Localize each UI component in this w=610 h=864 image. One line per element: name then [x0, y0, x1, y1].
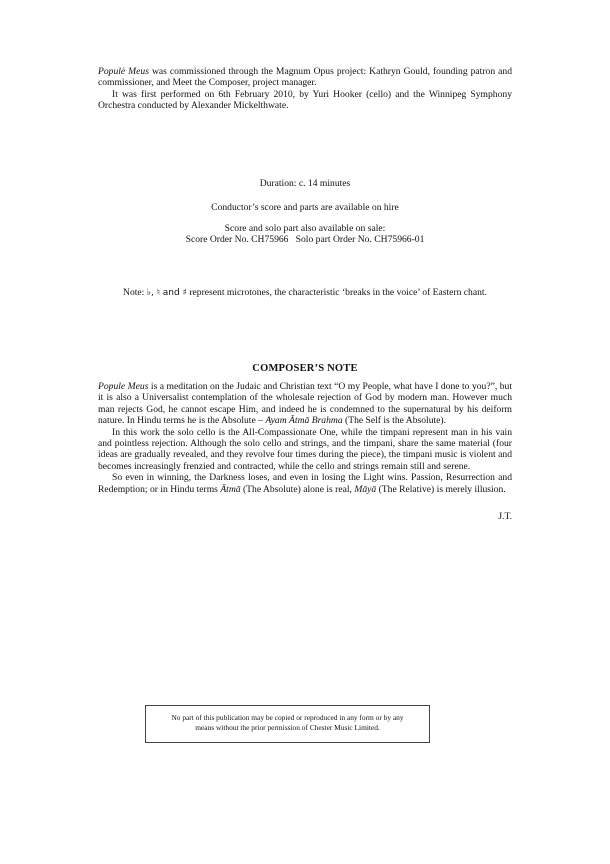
- work-title: Populė Meus: [98, 66, 149, 77]
- sale-line-2: Score Order No. CH75966 Solo part Order No. CH75966-01: [185, 234, 425, 246]
- composers-note-heading: COMPOSER’S NOTE: [252, 363, 358, 374]
- term-maya: Māyā: [354, 483, 377, 495]
- note-p3-text-b: (The Absolute) alone is real,: [240, 483, 355, 495]
- composer-signature: J.T.: [498, 511, 512, 522]
- sale-info: [60, 223, 550, 246]
- microtone-note: [60, 287, 550, 299]
- note-prefix: Note:: [123, 287, 147, 298]
- note-paragraph-1: [98, 381, 512, 427]
- duration-text: Duration: c. 14 minutes: [259, 178, 351, 189]
- term-atma: Ātmā: [220, 483, 241, 495]
- sanskrit-phrase: Ayam Ātmā Brahma: [265, 415, 343, 427]
- commission-info: [98, 66, 512, 112]
- note-p3-text-c: (The Relative) is merely illusion.: [376, 483, 506, 495]
- premiere-paragraph: It was first performed on 6th February 2010, by Yuri Hooker (cello) and the Winnipeg Symphony Orchestra conducted by Alexander Mickelthwate.: [98, 88, 512, 112]
- copyright-line-1: No part of this publication may be copied or reproduced in any form or by any: [171, 713, 404, 722]
- note-p1-text-a: is a meditation on the Judaic and Christian text “O my People, what have I done to you?”, but it is also a Universalist contemplation of the wholesale rejection of God by modern man. However much man rejects God, he cannot escape Him, and indeed he is condemned to the supernatural by his deiform nature. In Hindu terms he is the Absolute –: [98, 381, 512, 427]
- note-paragraph-3: [98, 472, 512, 495]
- sale-line-1: Score and solo part also available on sale:: [224, 223, 386, 234]
- microtone-symbols: ♭, ♮ and ♯: [146, 288, 187, 298]
- copyright-notice: [145, 705, 430, 743]
- commission-paragraph: [98, 66, 512, 89]
- work-title-inline: Popule Meus: [98, 381, 149, 392]
- note-paragraph-2: In this work the solo cello is the All-Compassionate One, while the timpani represent man in his vain and pointless rejection. Although the solo cello and strings, and the timpani, share the same material (four ideas are gradually revealed, and they revolve four times during the piece), the timpani music is violent and becomes increasingly frenzied and contracted, while the cello and strings remain still and serene.: [98, 426, 512, 472]
- composers-note-body: [98, 381, 512, 495]
- commission-text: was commissioned through the Magnum Opus project: Kathryn Gould, founding patron and commissioner, and Meet the Composer, project manager.: [98, 66, 512, 89]
- hire-text: Conductor’s score and parts are available on hire: [211, 202, 399, 213]
- note-p1-text-b: (The Self is the Absolute).: [342, 415, 447, 427]
- note-p3-text-a: So even in winning, the Darkness loses, and even in losing the Light wins. Passion, Resurrection and Redemption; or in Hindu terms: [98, 472, 512, 495]
- note-text: represent microtones, the characteristic ‘breaks in the voice’ of Eastern chant.: [186, 287, 487, 298]
- copyright-line-2: means without the prior permission of Chester Music Limited.: [195, 723, 380, 732]
